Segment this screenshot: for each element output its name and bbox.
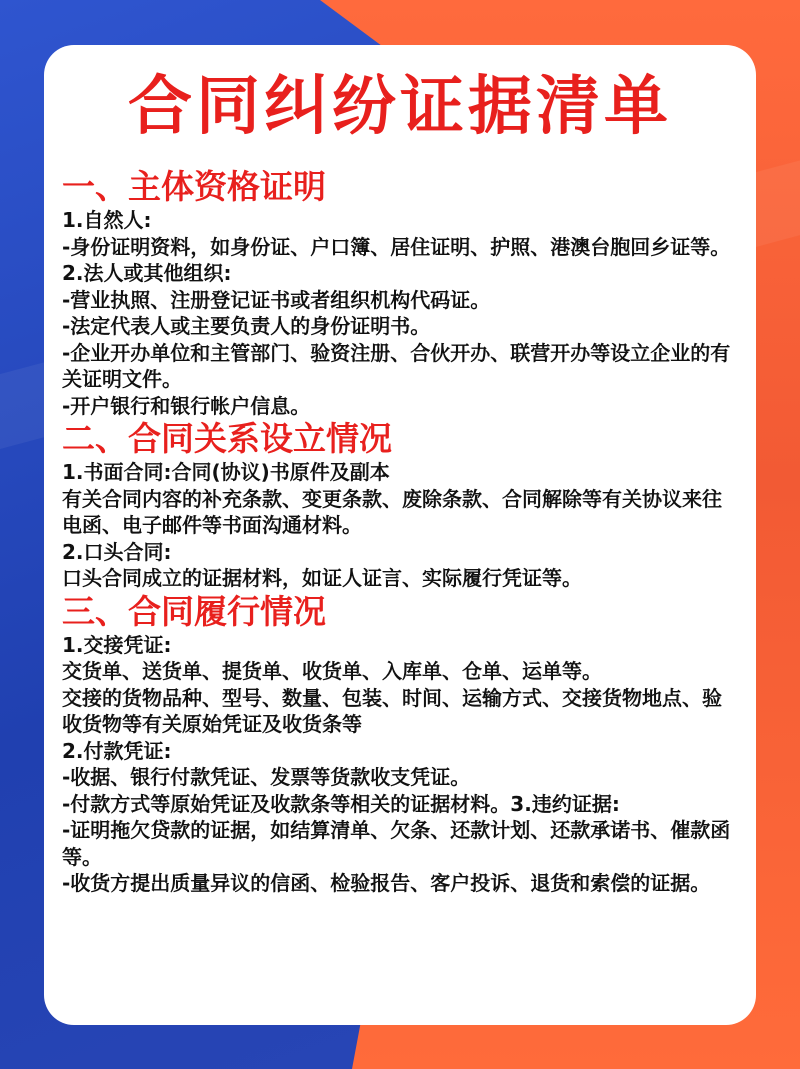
list-item: 有关合同内容的补充条款、变更条款、废除条款、合同解除等有关协议来往电函、电子邮件等书面沟通材料。 <box>62 486 722 537</box>
section-heading: 一、主体资格证明 <box>62 167 326 206</box>
page-title: 合同纠纷证据清单 <box>128 70 672 144</box>
list-item: 交接的货物品种、型号、数量、包装、时间、运输方式、交接货物地点、验收货物等有关原始凭证及收货条等 <box>62 685 722 736</box>
section-contract-performance <box>62 592 738 897</box>
list-item: 1.交接凭证: <box>62 632 172 657</box>
section-subject-qualification <box>62 167 738 419</box>
section-heading: 三、合同履行情况 <box>62 591 326 631</box>
list-item: 1.自然人: <box>62 208 152 232</box>
list-item: 2.口头合同: <box>62 539 172 564</box>
list-item: -企业开办单位和主管部门、验资注册、合伙开办、联营开办等设立企业的有关证明文件。 <box>62 340 731 391</box>
list-item: -收货方提出质量异议的信函、检验报告、客户投诉、退货和索偿的证据。 <box>62 871 711 895</box>
list-item: -法定代表人或主要负责人的身份证明书。 <box>62 314 431 338</box>
list-item: 交货单、送货单、提货单、收货单、入库单、仓单、运单等。 <box>62 659 602 683</box>
section-contract-establishment <box>62 419 738 592</box>
list-item: -付款方式等原始凭证及收款条等相关的证据材料。3.违约证据: <box>62 791 620 816</box>
list-item: -营业执照、注册登记证书或者组织机构代码证。 <box>62 287 491 312</box>
list-item: -收据、银行付款凭证、发票等货款收支凭证。 <box>62 765 471 789</box>
list-item: 1.书面合同:合同(协议)书原件及副本 <box>62 460 390 484</box>
section-heading: 二、合同关系设立情况 <box>62 419 392 458</box>
list-item: 2.法人或其他组织: <box>62 261 232 285</box>
list-item: -证明拖欠贷款的证据，如结算清单、欠条、还款计划、还款承诺书、催款函等。 <box>62 818 731 869</box>
list-item: 2.付款凭证: <box>62 738 172 763</box>
list-item: -开户银行和银行帐户信息。 <box>62 393 311 418</box>
list-item: -身份证明资料，如身份证、户口簿、居住证明、护照、港澳台胞回乡证等。 <box>62 234 731 259</box>
content-card <box>44 45 756 1025</box>
list-item: 口头合同成立的证据材料，如证人证言、实际履行凭证等。 <box>62 566 582 590</box>
